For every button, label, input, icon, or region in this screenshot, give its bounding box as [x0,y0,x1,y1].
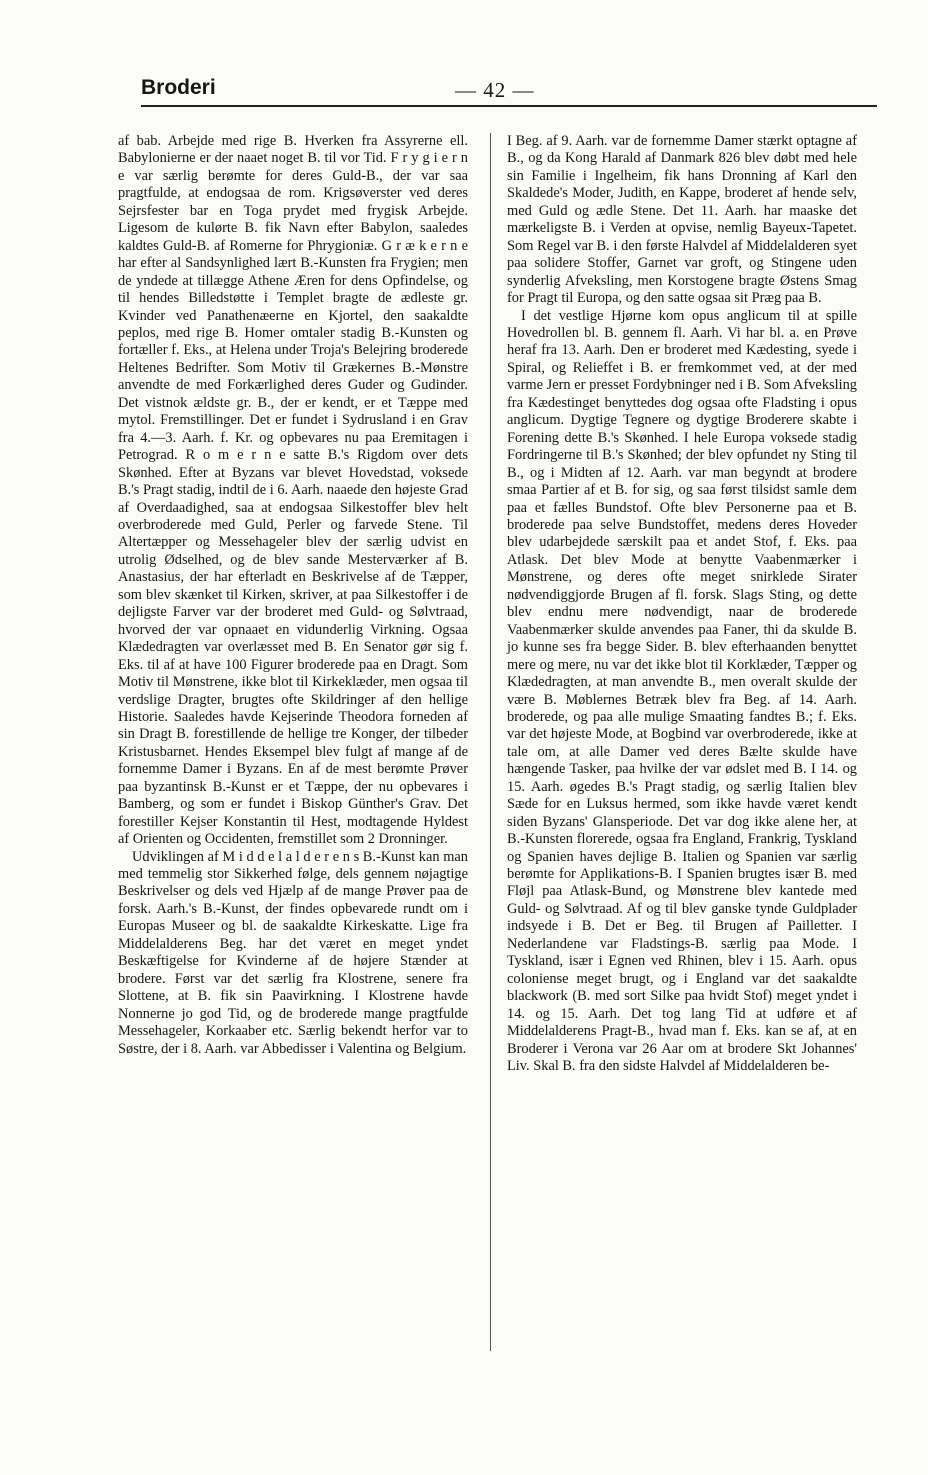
paragraph: I det vestlige Hjørne kom opus anglicum til at spille Hovedrollen bl. B. gennem fl. Aarh. Vi har bl. a. en Prøve heraf fra 13. Aarh. Den er broderet med Kædesting, syede i Spiral, og Relieffet i B. er fremkommet ved, at der med varme Jern er presset Fordybninger ned i B. Som Afveksling fra Kædestinget benyttedes dog ogsaa ofte Fladsting i opus anglicum. Dygtige Tegnere og dygtige Broderere skabte i Forening dette B.'s Skønhed. I hele Europa voksede stadig Fordringerne til B.'s Skønhed; der blev opfundet ny Sting til B., og i Midten af 12. Aarh. var man begyndt at brodere smaa Partier af et B. for sig, og saa først tilsidst samle dem paa et fælles Bundstof. Ofte blev Personerne paa et B. broderede paa selve Bundstoffet, medens deres Hoveder blev udarbejdede særskilt paa et andet Stof, f. Eks. paa Atlask. Det blev Mode at benytte Vaabenmærker i Mønstrene, og deres ofte meget snirklede Sirater nødvendiggjorde Brugen af fl. forsk. Slags Sting, og dette blev endnu mere nødvendigt, naar de broderede Vaabenmærker skulde anvendes paa Faner, thi da skulde B. jo kunne ses fra begge Sider. B. blev efterhaanden benyttet mere og mere, nu var det ikke blot til Korklæder, Tæpper og Klædedragten, at man anvendte B., men overalt skulde der være B. Møblernes Betræk blev fra Beg. af 14. Aarh. broderede, og paa alle mulige Smaating fandtes B.; f. Eks. var det højeste Mode, at Bogbind var overbroderede, ikke at tale om, at alle Damer ved deres Bælte skulde have hængende Tasker, paa hvilke der var ødslet med B. I 14. og 15. Aarh. øgedes B.'s Pragt stadig, og særlig Italien blev Sæde for en Luksus hermed, som ikke havde været kendt siden Byzans' Glansperiode. Det var dog ikke alene her, at B.-Kunsten florerede, ogsaa fra England, Frankrig, Tyskland og Spanien haves dejlige B. Italien og Spanien var særlig berømte for Applikations-B. I Spanien brugtes især B. med Fløjl paa Atlask-Bund, og Mønstrene blev kantede med Guld- og Sølvtraad. Af og til blev ganske tynde Guldplader indsyede i B. Det er Beg. til Brugen af Pailletter. I Nederlandene var Fladstings-B. særlig paa Mode. I Tyskland, især i Egnen ved Rhinen, blev i 15. Aarh. opus coloniense meget brugt, og i England var det saakaldte blackwork (B. med sort Silke paa hvidt Stof) meget yndet i 14. og 15. Aarh. Det tog lang Tid at udføre et af Middelalderens Pragt-B., hvad man f. Eks. kan se af, at en Broderer i Verona var 26 Aar om at brodere Skt Johannes' Liv. Skal B. fra den sidste Halvdel af Middelalderen be- [507,307,857,1075]
paragraph: af bab. Arbejde med rige B. Hverken fra Assyrerne ell. Babylonierne er der naaet noget B. til vor Tid. F r y g i e r n e var særlig berømte for deres Guld-B., der var saa pragtfulde, at endogsaa de rom. Krigsøverster ved deres Sejrsfester bar en Toga prydet med frygisk Arbejde. Ligesom de kulørte B. fik Navn efter Babylon, saaledes kaldtes Guld-B. af Romerne for Phrygioniæ. G r æ k e r n e har efter al Sandsynlighed lært B.-Kunsten fra Frygien; men de yndede at tillægge Athene Æren for dens Opfindelse, og til hendes Billedstøtte i Templet bragte de ædleste gr. Kvinder ved Panathenæerne en Kjortel, den saakaldte peplos, med rige B. Homer omtaler stadig B.-Kunsten og fortæller f. Eks., at Helena under Troja's Belejring broderede Heltenes Bedrifter. Som Motiv til Grækernes B.-Mønstre anvendte de med Forkærlighed deres Guder og Gudinder. Det vistnok ældste gr. B., der er kendt, er et Tæppe med mytol. Fremstillinger. Det er fundet i Sydrusland i en Grav fra 4.—3. Aarh. f. Kr. og opbevares nu paa Eremitagen i Petrograd. R o m e r n e satte B.'s Rigdom over dets Skønhed. Efter at Byzans var blevet Hovedstad, voksede B.'s Pragt stadig, indtil de i 6. Aarh. naaede den højeste Grad af Overdaadighed, saa at endogsaa Silkestoffer blev helt overbroderede med Guld, Perler og farvede Stene. Til Altertæpper og Messehageler blev der særlig udvist en utrolig Ødselhed, og de blev sande Mesterværker af B. Anastasius, der har efterladt en Beskrivelse af de Tæpper, som blev skænket til Kirken, skriver, at paa Silkestoffer i de dejligste Farver var der broderet med Guld- og Sølvtraad, hvorved der var opnaaet en vidunderlig Virkning. Ogsaa Klædedragten var overlæsset med B. En Senator gør sig f. Eks. til af at have 100 Figurer broderede paa en Dragt. Som Motiv til Mønstrene, ikke blot til Kirkeklæder, men ogsaa til verdslige Dragter, brugtes ofte Skildringer af den hellige Historie. Saaledes havde Kejserinde Theodora forneden af sin Dragt B. forestillende de hellige tre Konger, der tilbeder Kristusbarnet. Hendes Eksempel blev fulgt af mange af de fornemme Damer i Byzans. En af de mest berømte Prøver paa byzantinsk B.-Kunst er et Tæppe, der nu opbevares i Bamberg, og som er fundet i Biskop Günther's Grav. Det forestiller Kejser Konstantin til Hest, modtagende Hyldest af Orienten og Occidenten, fremstillet som 2 Dronninger. [118,133,468,848]
section-title: Broderi [141,76,216,99]
header-rule [141,105,877,107]
page-number: — 42 — [455,78,535,102]
paragraph: Udviklingen af M i d d e l a l d e r e n s B.-Kunst kan man med temmelig stor Sikkerhed følge, dels gennem nøjagtige Beskrivelser og dels ved Hjælp af de mange Prøver paa de forsk. Aarh.'s B.-Kunst, der findes opbevarede rundt om i Europas Museer og bl. de saakaldte Kirkeskatte. Lige fra Middelalderens Beg. har det været en meget yndet Beskæftigelse for Kvinderne af de højere Stænder at brodere. Først var det særlig fra Klostrene, senere fra Slottene, at B. fik sin Paavirkning. I Klostrene havde Nonnerne jo god Tid, og de broderede mange pragtfulde Messehageler, Korkaaber etc. Særlig bekendt herfor var to Søstre, der i 8. Aarh. var Abbedisser i Valentina og Belgium. [118,848,468,1057]
column-divider [490,133,491,1351]
paragraph: I Beg. af 9. Aarh. var de fornemme Damer stærkt optagne af B., og da Kong Harald af Danmark 826 blev døbt med hele sin Familie i Ingelheim, fik hans Dronning af Karl den Skaldede's Moder, Judith, en Kappe, broderet af hende selv, med Guld og ædle Stene. Det 11. Aarh. har maaske det mærkeligste B. i Verden at opvise, nemlig Bayeux-Tapetet. Som Regel var B. i den første Halvdel af Middelalderen syet paa solidere Stoffer, Garnet var groft, og Stingene uden synderlig Afveksling, men Korstogene bragte Østens Smag for Pragt til Europa, og den satte ogsaa sit Præg paa B. [507,133,857,307]
right-column [507,133,857,1075]
running-header [141,76,877,112]
left-column [118,133,468,1058]
